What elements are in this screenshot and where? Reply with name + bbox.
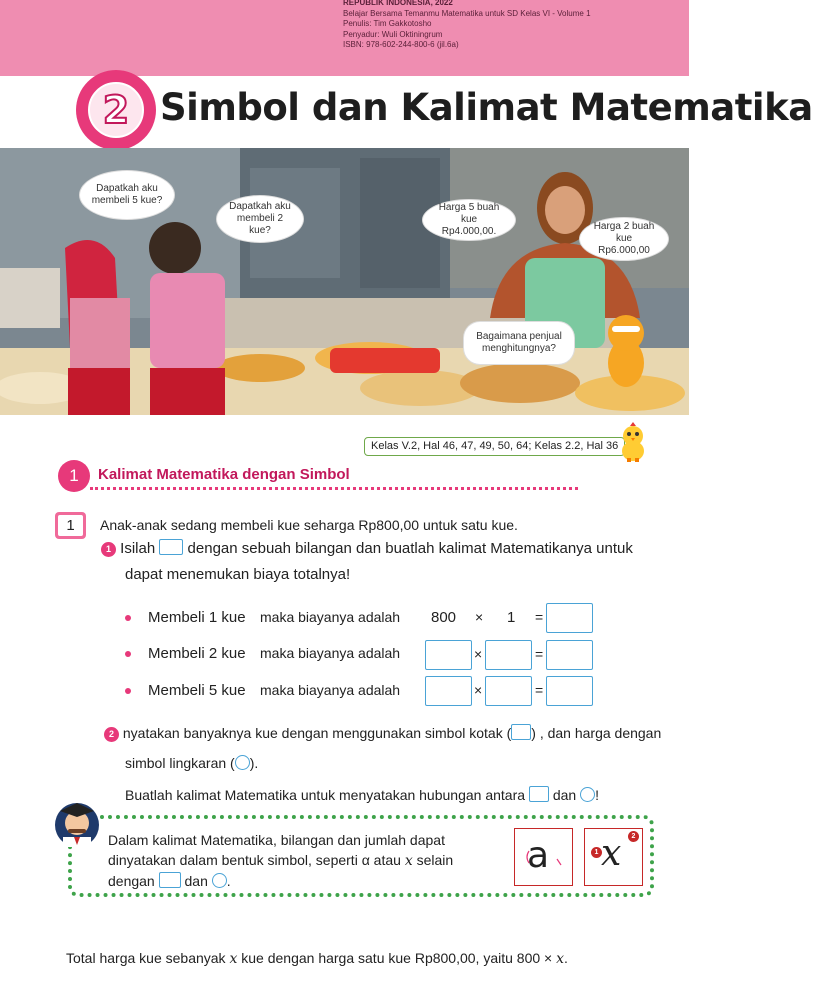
chapter-number: 2 [88,82,144,138]
note-line-3: dengan dan . [108,873,231,889]
row1-b: 1 [507,609,516,626]
chapter-title: Simbol dan Kalimat Matematika [160,86,813,129]
problem-number-box [55,512,86,539]
square-symbol-icon [529,786,549,802]
isbn: ISBN: 978-602-244-800-6 (jil.6a) [343,40,459,49]
square-symbol-icon [159,872,181,888]
row3-op: × [474,682,483,698]
symbol-card-x [584,828,643,886]
bullet-dot [125,688,131,694]
speech-bubble-price5: Harga 5 buah kue Rp4.000,00. [423,200,515,240]
row1-answer-input[interactable] [546,603,593,633]
row3-answer-input[interactable] [546,676,593,706]
note-text [108,830,504,891]
problem-number: 1 [58,515,83,536]
step2-text-b: ) , dan harga dengan [531,725,662,741]
bullet-dot [125,651,131,657]
market-photo [0,148,689,415]
row2-a-input[interactable] [425,640,472,670]
row3-b-input[interactable] [485,676,532,706]
symbol-card-alpha [514,828,573,886]
step1-badge: 1 [101,542,116,557]
step2-line-2 [125,755,258,771]
row1-eq: = [535,609,544,625]
step2-text-e: Buatlah kalimat Matematika untuk menyatakan hubungan antara [125,787,526,803]
row2-b-input[interactable] [485,640,532,670]
reference-label: Kelas V.2, Hal 46, 47, 49, 50, 64; Kelas 2.2, Hal 36 [364,437,625,456]
bullet-dot [125,615,131,621]
section-title: Kalimat Matematika dengan Simbol [98,466,350,483]
step2-line-3 [125,786,599,803]
publisher: REPUBLIK INDONESIA, 2022 [343,0,453,7]
alpha-letter: a [527,835,550,876]
row1-a: 800 [431,609,457,626]
speech-bubble-boy: Dapatkah aku membeli 2 kue? [217,196,303,242]
chick-mascot-icon [618,422,648,462]
step1-text-b: dengan sebuah bilangan dan buatlah kalimat Matematikanya untuk [187,540,633,557]
step2-line [104,724,661,742]
note-line-1: Dalam kalimat Matematika, bilangan dan jumlah dapat [108,832,445,848]
row2-answer-input[interactable] [546,640,593,670]
section-divider [90,487,578,490]
step1-line [101,539,633,557]
row1-phrase: maka biayanya adalah [260,609,401,625]
speech-bubble-price2: Harga 2 buah kue Rp6.000,00 [580,218,668,260]
row2-op: × [474,646,483,662]
book-info [343,0,591,51]
row2-eq: = [535,646,544,662]
card-badge-1: 1 [591,847,602,858]
circle-symbol-icon [212,873,227,888]
row1-item: Membeli 1 kue [148,609,246,626]
step2-text-g: ! [595,787,599,803]
note-line-2: dinyatakan dalam bentuk simbol, seperti α atau x selain [108,852,454,869]
step2-text-f: dan [552,787,577,803]
author: Penulis: Tim Gakkotosho [343,19,432,28]
step2-text-c: simbol lingkaran ( [125,755,235,771]
row3-phrase: maka biayanya adalah [260,682,401,698]
row2-item: Membeli 2 kue [148,645,246,662]
step2-text-d: ). [249,755,259,771]
bottom-summary: Total harga kue sebanyak x kue dengan harga satu kue Rp800,00, yaitu 800 × x. [66,950,568,967]
step1-text-a: Isilah [120,540,156,557]
row3-item: Membeli 5 kue [148,682,246,699]
writing-guide-arrows-icon [515,829,574,887]
card-badge-2: 2 [628,831,639,842]
book-title: Belajar Bersama Temanmu Matematika untuk SD Kelas VI - Volume 1 [343,8,591,18]
tutor-avatar-icon [54,799,100,849]
speech-bubble-girl: Dapatkah aku membeli 5 kue? [80,171,174,219]
row3-a-input[interactable] [425,676,472,706]
step2-badge: 2 [104,727,119,742]
row3-eq: = [535,682,544,698]
speech-bubble-cat: Bagaimana penjual menghitungnya? [464,322,574,364]
answer-box-icon [159,539,183,555]
problem-intro: Anak-anak sedang membeli kue seharga Rp800,00 untuk satu kue. [100,517,518,533]
x-letter: x [601,833,622,874]
circle-symbol-icon [580,787,595,802]
square-symbol-icon [511,724,531,740]
step1-text-c: dapat menemukan biaya totalnya! [125,566,351,583]
step2-text-a: nyatakan banyaknya kue dengan menggunakan simbol kotak ( [122,725,512,741]
row2-phrase: maka biayanya adalah [260,645,401,661]
circle-symbol-icon [235,755,250,770]
adapter: Penyadur: Wuli Oktiningrum [343,29,443,39]
section-number: 1 [58,460,90,492]
row1-op: × [475,609,484,625]
